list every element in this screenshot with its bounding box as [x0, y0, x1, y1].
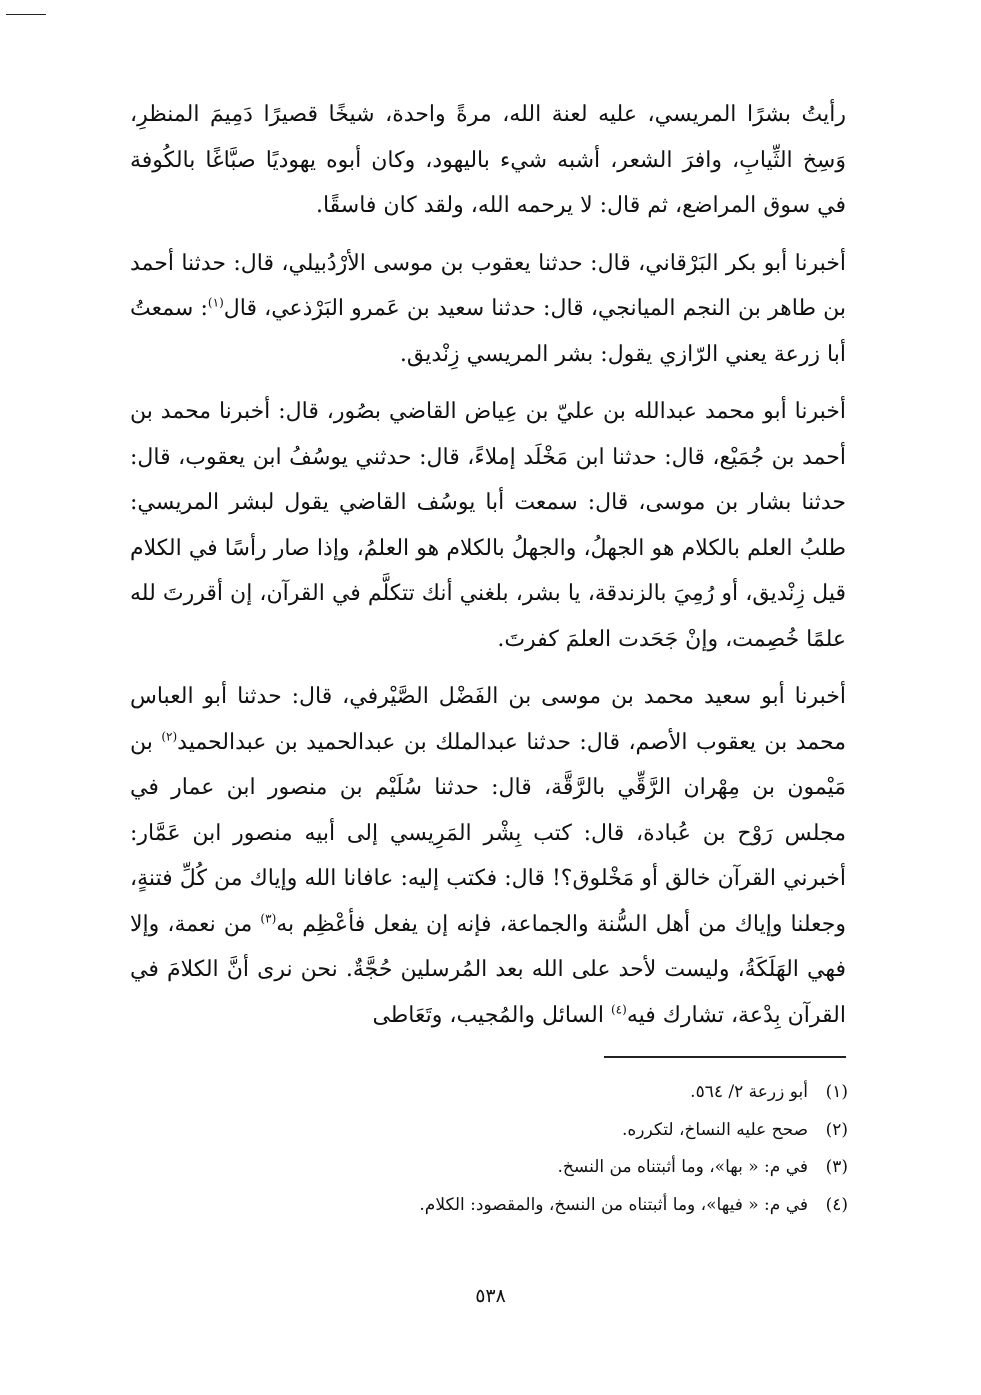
- footnote-number: (٣): [825, 1157, 848, 1177]
- paragraph-2-text-b: : سمعتُ أبا زرعة يعني الرّازي يقول: بشر المريسي زِنْديق.: [130, 296, 846, 367]
- main-text: [130, 92, 846, 1038]
- footnote-ref-2[interactable]: (٢): [161, 729, 178, 744]
- paragraph-4-text-b: بن مَيْمون بن مِهْران الرَّقِّي بالرَّقَّة، قال: حدثنا سُلَيْم بن منصور ابن عمار في مجلس رَوْح بن عُبادة، قال: كتب بِشْر المَرِيسي إلى أبيه منصور ابن عَمَّار: أخبرني القرآن خالق أو مَخْلوق؟! قال: فكتب إليه: عافانا الله وإياك من كُلِّ فتنةٍ، وجعلنا وإياك من أهل السُّنة والجماعة، فإنه إن يفعل فأعْظِم به: [130, 729, 846, 937]
- paragraph-4-text-d: السائل والمُجيب، وتَعَاطى: [372, 1002, 611, 1028]
- footnote-text: في م: « بها»، وما أثبتناه من النسخ.: [557, 1157, 808, 1177]
- footnotes-section: [300, 1074, 848, 1224]
- footnote-1: [300, 1074, 848, 1112]
- corner-scan-mark: [6, 14, 46, 15]
- paragraph-1-text: رأيتُ بشرًا المريسي، عليه لعنة الله، مرةً واحدة، شيخًا قصيرًا دَمِيمَ المنظرِ، وَسِخ الثِّيابِ، وافرَ الشعر، أشبه شيء باليهود، وكان أبوه يهوديًا صبَّاغًا بالكُوفة في سوق المراضع، ثم قال: لا يرحمه الله، ولقد كان فاسقًا.: [130, 102, 846, 218]
- footnote-ref-1[interactable]: (١): [207, 295, 224, 310]
- footnote-number: (٢): [825, 1119, 848, 1140]
- paragraph-2-text-a: أخبرنا أبو بكر البَرْقاني، قال: حدثنا يعقوب بن موسى الأرْدُبيلي، قال: حدثنا أحمد بن طاهر بن النجم الميانجي، قال: حدثنا سعيد بن عَمرو البَرْذعي، قال: [130, 250, 846, 321]
- paragraph-1: [130, 92, 846, 229]
- footnote-4: [300, 1187, 848, 1225]
- paragraph-4-text-c: من نعمة، وإلا فهي الهَلَكَةُ، وليست لأحد على الله بعد المُرسلين حُجَّةٌ. نحن نرى أنَّ الكلامَ في القرآن بِدْعة، تشارك فيه: [130, 911, 846, 1028]
- footnote-divider: [604, 1056, 846, 1058]
- footnote-text: في م: « فيها»، وما أثبتناه من النسخ، والمقصود: الكلام.: [419, 1194, 808, 1215]
- footnote-ref-4[interactable]: (٤): [610, 1002, 627, 1017]
- footnote-number: (٤): [825, 1194, 848, 1215]
- footnote-text: أبو زرعة ٢/ ٥٦٤.: [690, 1082, 808, 1102]
- footnote-number: (١): [825, 1082, 848, 1102]
- paragraph-3: [130, 389, 846, 662]
- footnote-text: صحح عليه النساخ، لتكرره.: [621, 1119, 808, 1140]
- page-number: ٥٣٨: [475, 1285, 506, 1307]
- paragraph-2: [130, 241, 846, 378]
- paragraph-4: [130, 674, 846, 1038]
- footnote-3: [300, 1149, 848, 1187]
- paragraph-4-text-a: أخبرنا أبو سعيد محمد بن موسى بن الفَضْل الصَّيْرفي، قال: حدثنا أبو العباس محمد بن يعقوب الأصم، قال: حدثنا عبدالملك بن عبدالحميد بن عبدالحميد: [130, 684, 846, 755]
- footnote-ref-3[interactable]: (٣): [260, 911, 277, 926]
- paragraph-3-text: أخبرنا أبو محمد عبدالله بن عليّ بن عِياض القاضي بصُور، قال: أخبرنا محمد بن أحمد بن جُمَيْع، قال: حدثنا ابن مَخْلَد إملاءً، قال: حدثني يوسُفُ ابن يعقوب، قال: حدثنا بشار بن موسى، قال: سمعت أبا يوسُف القاضي يقول لبشر المريسي: طلبُ العلم بالكلام هو الجهلُ، والجهلُ بالكلام هو العلمُ، وإذا صار رأسًا في الكلام قيل زِنْديق، أو رُمِيَ بالزندقة، يا بشر، بلغني أنك تتكلَّم في القرآن، إن أقررتَ لله علمًا خُصِمت، وإنْ جَحَدت العلمَ كفرتَ.: [130, 399, 846, 652]
- footnote-2: [300, 1112, 848, 1150]
